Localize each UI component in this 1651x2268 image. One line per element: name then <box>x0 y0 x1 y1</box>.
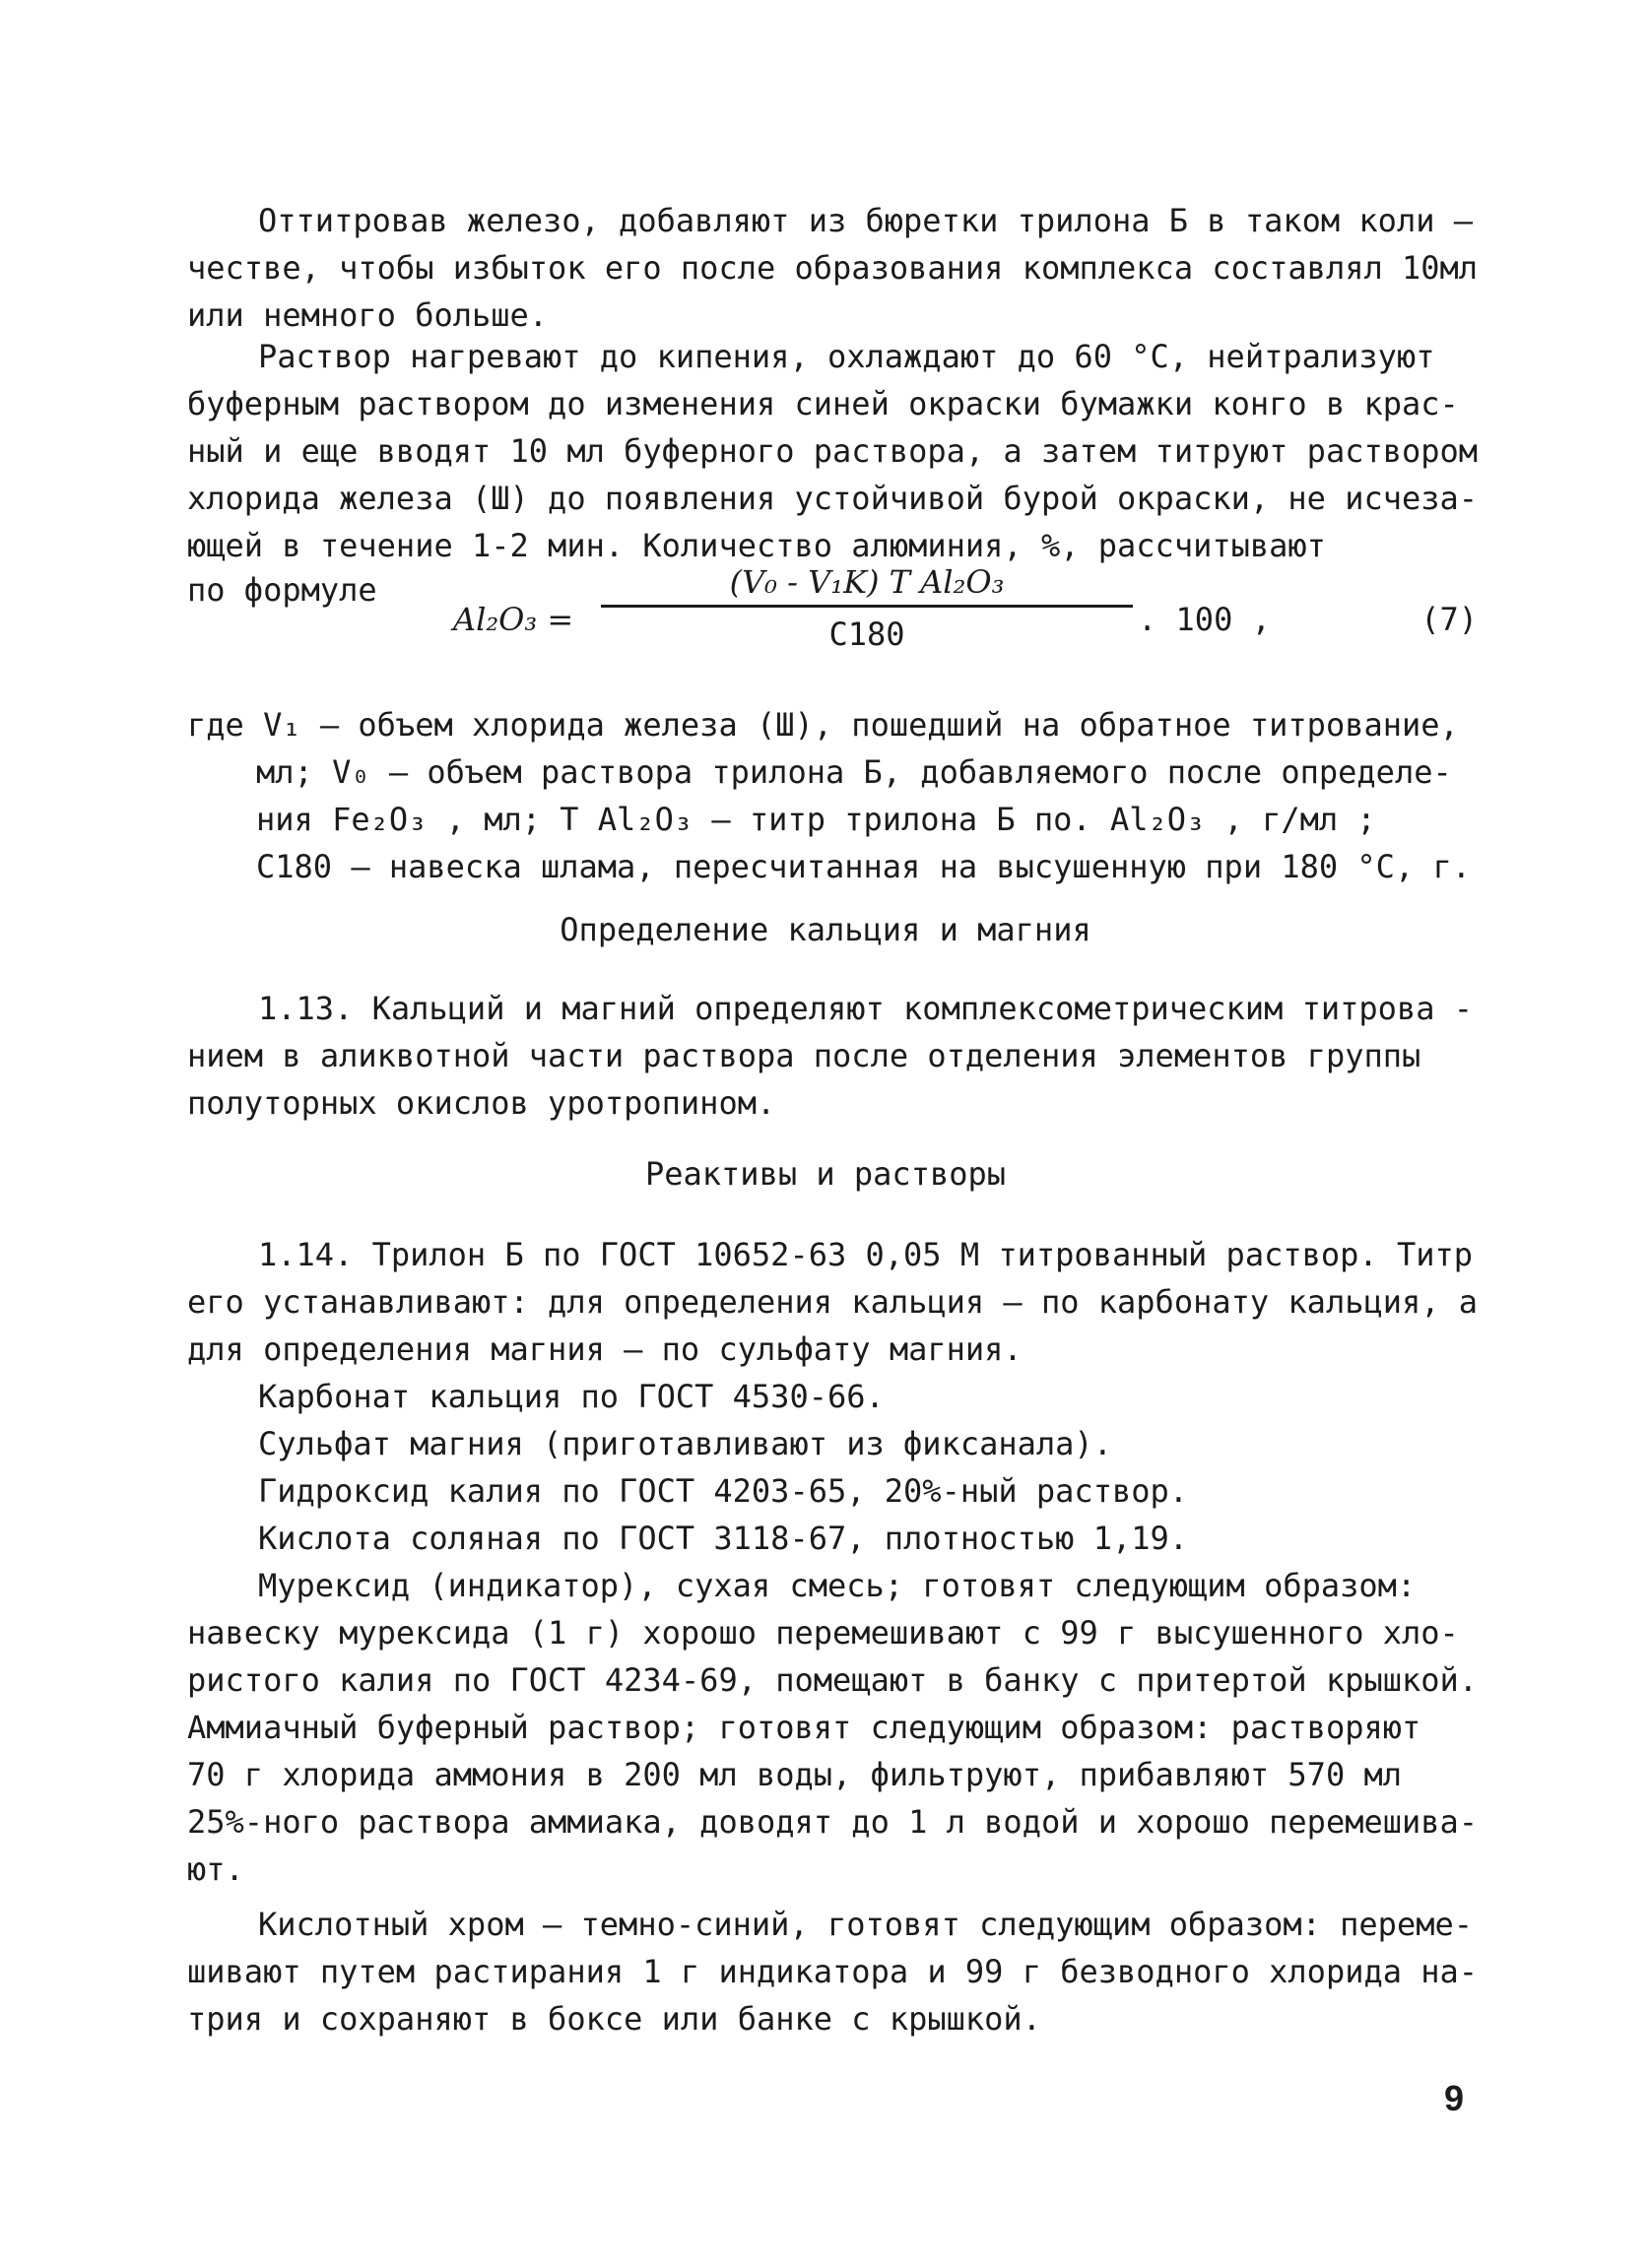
text-line: ристого калия по ГОСТ 4234-69, помещают в банку с притертой крышкой. <box>187 1661 1479 1699</box>
formula-legend <box>187 701 1478 890</box>
section-heading-calcium-magnesium: Определение кальция и магния <box>560 911 1091 948</box>
text-line: его устанавливают: для определения кальция – по карбонату кальция, а <box>187 1283 1479 1321</box>
text-line: 25%-ного раствора аммиака, доводят до 1 л водой и хорошо перемешива- <box>187 1803 1479 1841</box>
legend-line: C180 – навеска шлама, пересчитанная на высушенную при 180 °С, г. <box>256 848 1471 885</box>
text-line: 1.14. Трилон Б по ГОСТ 10652-63 0,05 М титрованный раствор. Титр <box>258 1236 1473 1273</box>
legend-line: мл; V₀ – объем раствора трилона Б, добавляемого после определе- <box>256 753 1452 791</box>
text-line: Кислотный хром – темно-синий, готовят следующим образом: переме- <box>258 1906 1473 1943</box>
paragraph-chrome-dark-blue <box>187 1901 1478 2042</box>
formula-number: (7) <box>1420 601 1478 638</box>
legend-line: ния Fe₂O₃ , мл; T Al₂O₃ – титр трилона Б по. Al₂O₃ , г/мл ; <box>256 801 1376 838</box>
text-line: для определения магния – по сульфату магния. <box>187 1330 1023 1368</box>
paragraph-2 <box>187 333 1478 569</box>
text-line: Мурексид (индикатор), сухая смесь; готовят следующим образом: <box>258 1567 1417 1604</box>
reagent-item: Карбонат кальция по ГОСТ 4530-66. <box>258 1378 885 1415</box>
text-line: нием в аликвотной части раствора после отделения элементов группы <box>187 1037 1421 1074</box>
text-line: ющей в течение 1-2 мин. Количество алюминия, %, рассчитывают <box>187 527 1326 564</box>
text-line: 70 г хлорида аммония в 200 мл воды, фильтруют, прибавляют 570 мл <box>187 1756 1402 1793</box>
formula-7 <box>187 563 1478 680</box>
text-line: шивают путем растирания 1 г индикатора и 99 г безводного хлорида на- <box>187 1953 1479 1990</box>
formula-denominator: C180 <box>828 616 905 653</box>
formula-label: по формуле <box>187 571 377 609</box>
paragraph-1-14 <box>187 1231 1478 1373</box>
reagent-item: Гидроксид калия по ГОСТ 4203-65, 20%-ный раствор. <box>258 1472 1189 1510</box>
section-heading-reagents: Реактивы и растворы <box>644 1155 1007 1193</box>
text-line: ный и еще вводят 10 мл буферного раствора, а затем титруют раствором <box>187 432 1479 470</box>
paragraph-murexide <box>187 1562 1478 1893</box>
text-line: навеску мурексида (1 г) хорошо перемешивают с 99 г высушенного хло- <box>187 1614 1459 1652</box>
text-line: буферным раствором до изменения синей окраски бумажки конго в крас- <box>187 385 1459 422</box>
paragraph-1-13 <box>187 985 1478 1127</box>
text-line: хлорида железа (Ш) до появления устойчивой бурой окраски, не исчеза- <box>187 480 1479 517</box>
page-number: 9 <box>1443 2078 1464 2118</box>
legend-line: где V₁ – объем хлорида железа (Ш), пошедший на обратное титрование, <box>187 706 1459 744</box>
text-line: Оттитровав железо, добавляют из бюретки трилона Б в таком коли – <box>258 202 1473 239</box>
formula-lhs: Al₂O₃ = <box>453 601 574 638</box>
text-line: честве, чтобы избыток его после образования комплекса составлял 10мл <box>187 249 1479 287</box>
text-line: или немного больше. <box>187 296 549 334</box>
text-line: 1.13. Кальций и магний определяют комплексометрическим титрова - <box>258 990 1473 1027</box>
paragraph-1 <box>187 197 1478 339</box>
reagent-list <box>187 1373 1478 1562</box>
text-line: Раствор нагревают до кипения, охлаждают до 60 °С, нейтрализуют <box>258 338 1435 375</box>
text-line: Аммиачный буферный раствор; готовят следующим образом: растворяют <box>187 1709 1421 1746</box>
text-line: полуторных окислов уротропином. <box>187 1084 776 1122</box>
text-line: ют. <box>187 1850 244 1888</box>
formula-numerator: (V₀ - V₁K) T Al₂O₃ <box>601 563 1133 608</box>
formula-multiplier: . 100 , <box>1138 601 1271 638</box>
text-line: трия и сохраняют в боксе или банке с крышкой. <box>187 2000 1041 2038</box>
reagent-item: Кислота соляная по ГОСТ 3118-67, плотностью 1,19. <box>258 1520 1189 1557</box>
reagent-item: Сульфат магния (приготавливают из фиксанала). <box>258 1425 1112 1462</box>
formula-fraction <box>601 563 1133 653</box>
